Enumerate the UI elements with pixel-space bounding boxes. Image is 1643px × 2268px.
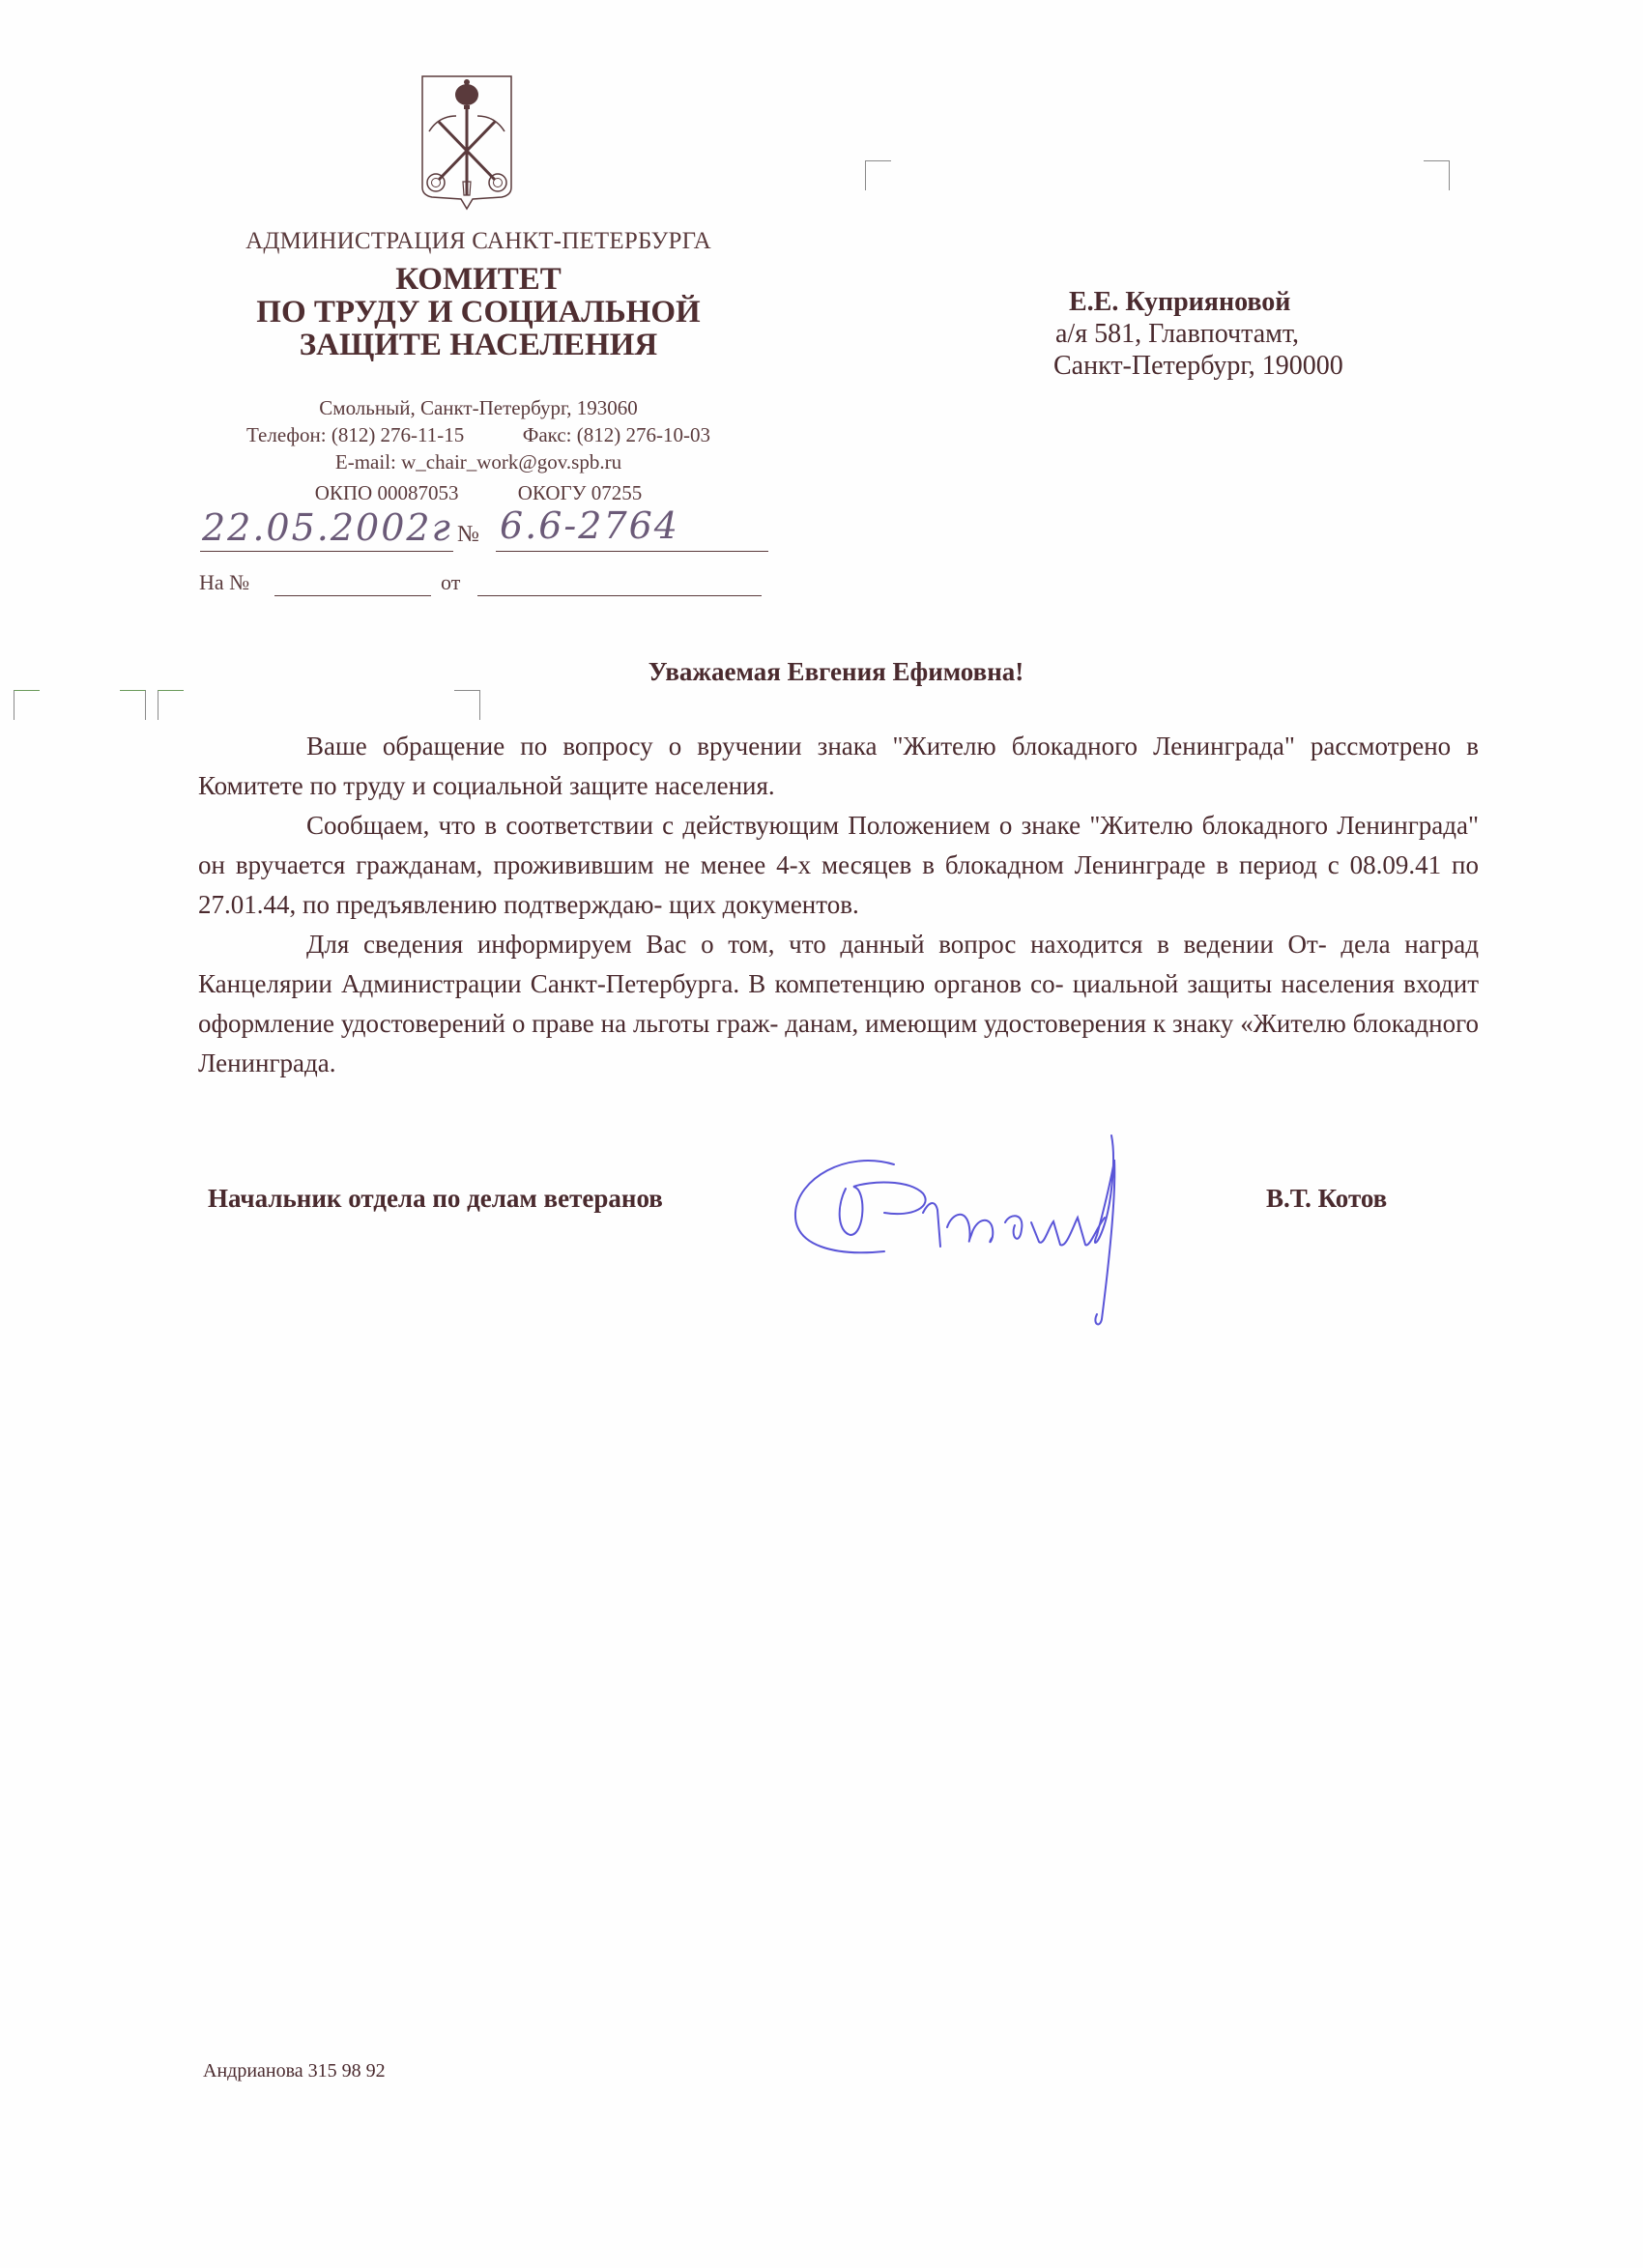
recipient-city: Санкт-Петербург, 190000 bbox=[1053, 351, 1343, 381]
signatory-title: Начальник отдела по делам ветеранов bbox=[208, 1184, 663, 1213]
corner-mark bbox=[454, 690, 480, 720]
letterhead-phone: Телефон: (812) 276-11-15 bbox=[245, 423, 465, 446]
registration-date: 22.05.2002г bbox=[202, 506, 452, 549]
reply-to-label: На № bbox=[199, 570, 250, 594]
letterhead-email: E-mail: w_chair_work@gov.spb.ru bbox=[334, 450, 622, 474]
committee-line: КОМИТЕТ bbox=[395, 262, 562, 297]
committee-title bbox=[188, 263, 768, 361]
letterhead-codes bbox=[188, 481, 768, 505]
okogu-code: ОКОГУ 07255 bbox=[517, 481, 643, 504]
date-underline bbox=[200, 551, 453, 552]
reply-reference-line bbox=[199, 570, 769, 595]
letter-body bbox=[198, 727, 1479, 1083]
okpo-code: ОКПО 00087053 bbox=[314, 481, 459, 504]
executor-contact: Андрианова 315 98 92 bbox=[203, 2060, 386, 2081]
letterhead-contacts bbox=[188, 394, 768, 475]
corner-mark bbox=[120, 690, 146, 720]
number-underline bbox=[496, 551, 768, 552]
body-paragraph: Для сведения информируем Вас о том, что данный вопрос находится в ведении От- дела наград Канцелярии Администрации Санкт-Петербурга. В компетенцию органов со- циальной защиты населения входит оформление удостоверений о праве на льготы граж- данам, имеющим удостоверения к знаку «Жителю блокадного Ленинграда. bbox=[198, 930, 1479, 1077]
from-label: от bbox=[441, 570, 461, 594]
salutation: Уважаемая Евгения Ефимовна! bbox=[648, 657, 1024, 686]
administration-title: АДМИНИСТРАЦИЯ САНКТ-ПЕТЕРБУРГА bbox=[245, 228, 711, 254]
signatory-name: В.Т. Котов bbox=[1266, 1184, 1388, 1213]
corner-mark bbox=[1424, 160, 1450, 190]
committee-line: ПО ТРУДУ И СОЦИАЛЬНОЙ bbox=[256, 295, 701, 330]
number-label: № bbox=[457, 522, 479, 547]
recipient-po-box: а/я 581, Главпочтамт, bbox=[1055, 319, 1299, 349]
registration-line bbox=[188, 504, 768, 555]
reply-date-field bbox=[477, 595, 762, 596]
body-paragraph: Сообщаем, что в соответствии с действующим Положением о знаке "Жителю блокадного Ленинграда" он вручается гражданам, проживившим не менее 4-х месяцев в блокадном Ленинграде в период с 08.09.41 по 27.01.44, по предъявлению подтверждаю- щих документов. bbox=[198, 811, 1479, 919]
letterhead-address: Смольный, Санкт-Петербург, 193060 bbox=[319, 396, 638, 419]
reply-number-field bbox=[274, 595, 431, 596]
corner-mark bbox=[14, 690, 40, 720]
body-paragraph: Ваше обращение по вопросу о вручении знака "Жителю блокадного Ленинграда" рассмотрено в Комитете по труду и социальной защите населения. bbox=[198, 732, 1479, 800]
committee-line: ЗАЩИТЕ НАСЕЛЕНИЯ bbox=[299, 328, 658, 362]
recipient-block bbox=[1053, 286, 1343, 382]
corner-mark bbox=[865, 160, 891, 190]
registration-number: 6.6-2764 bbox=[500, 504, 679, 547]
corner-mark bbox=[158, 690, 184, 720]
coat-of-arms-icon bbox=[419, 73, 514, 211]
letterhead-fax: Факс: (812) 276-10-03 bbox=[522, 423, 710, 446]
handwritten-signature-icon bbox=[778, 1121, 1252, 1334]
recipient-name: Е.Е. Куприяновой bbox=[1069, 287, 1291, 317]
